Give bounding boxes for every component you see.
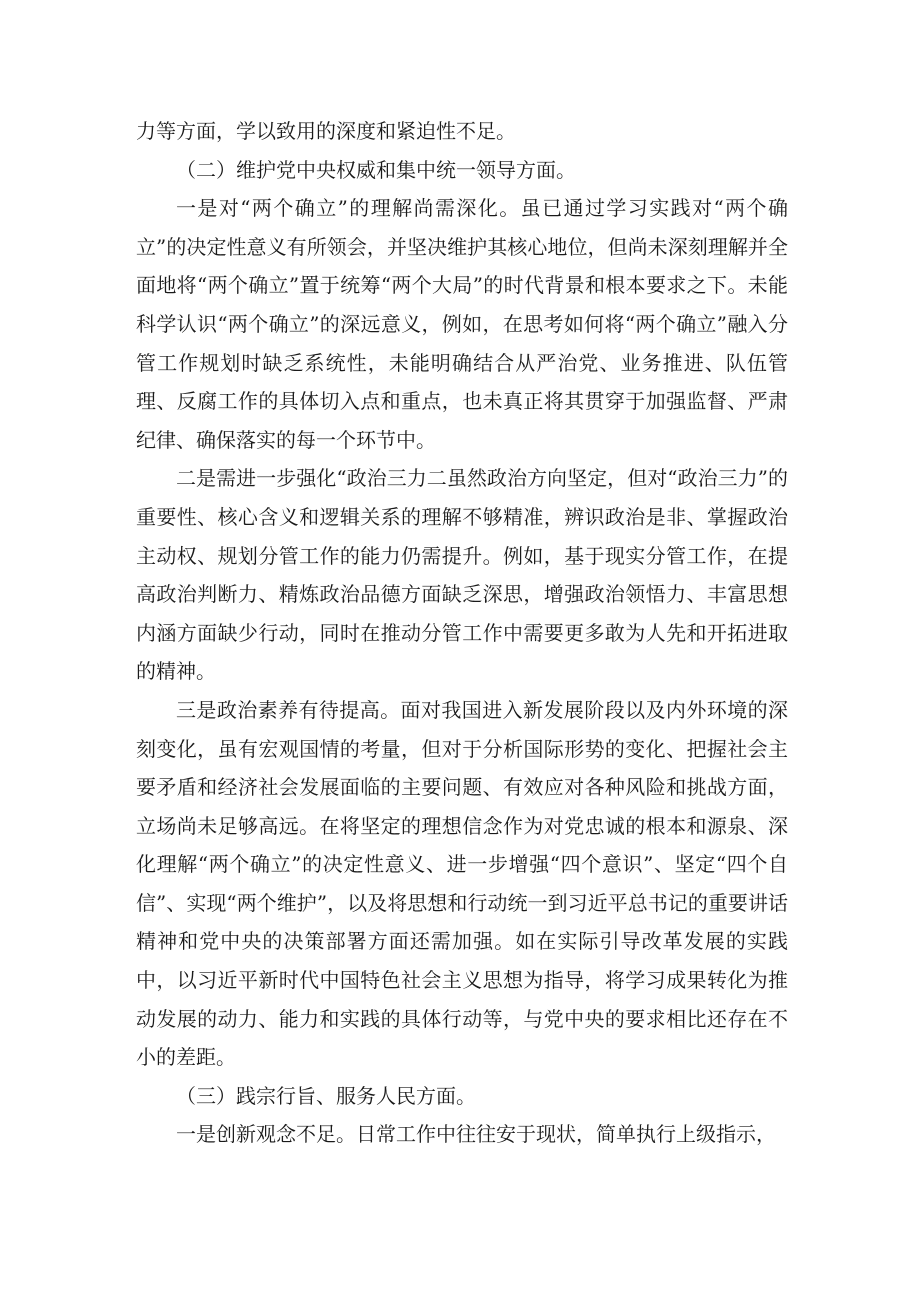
paragraph-innovation: 一是创新观念不足。日常工作中往往安于现状，简单执行上级指示， bbox=[176, 1122, 776, 1147]
paragraph-political-literacy: 三是政治素养有待提高。面对我国进入新发展阶段以及内外环境的深刻变化，虽有宏观国情的考量，但对于分析国际形势的变化、把握社会主要矛盾和经济社会发展面临的主要问题、有效应对各种风险和挑战方面，立场尚未足够高远。在将坚定的理想信念作为对党忠诚的根本和源泉、深化理解“两个确立”的决定性意义、进一步增强“四个意识”、坚定“四个自信”、实现“两个维护”，以及将思想和行动统一到习近平总书记的重要讲话精神和党中央的决策部署方面还需加强。如在实际引导改革发展的实践中，以习近平新时代中国特色社会主义思想为指导，将学习成果转化为推动发展的动力、能力和实践的具体行动等，与党中央的要求相比还存在不小的差距。 bbox=[136, 697, 788, 1070]
paragraph-political-abilities: 二是需进一步强化“政治三力二虽然政治方向坚定，但对“政治三力”的重要性、核心含义和逻辑关系的理解不够精准，辨识政治是非、掌握政治主动权、规划分管工作的能力仍需提升。例如，基于现实分管工作，在提高政治判断力、精炼政治品德方面缺乏深思，增强政治领悟力、丰富思想内涵方面缺少行动，同时在推动分管工作中需要更多敢为人先和开拓进取的精神。 bbox=[136, 466, 788, 684]
section-heading-three: （三）践宗行旨、服务人民方面。 bbox=[176, 1083, 476, 1108]
paragraph-two-confirmations: 一是对“两个确立”的理解尚需深化。虽已通过学习实践对“两个确立”的决定性意义有所领会，并坚决维护其核心地位，但尚未深刻理解并全面地将“两个确立”置于统筹“两个大局”的时代背景和根本要求之下。未能科学认识“两个确立”的深远意义，例如，在思考如何将“两个确立”融入分管工作规划时缺乏系统性，未能明确结合从严治党、业务推进、队伍管理、反腐工作的具体切入点和重点，也未真正将其贯穿于加强监督、严肃纪律、确保落实的每一个环节中。 bbox=[136, 196, 788, 452]
section-heading-two: （二）维护党中央权威和集中统一领导方面。 bbox=[176, 157, 576, 182]
paragraph-continuation: 力等方面，学以致用的深度和紧迫性不足。 bbox=[136, 119, 516, 143]
document-body bbox=[136, 112, 788, 1154]
